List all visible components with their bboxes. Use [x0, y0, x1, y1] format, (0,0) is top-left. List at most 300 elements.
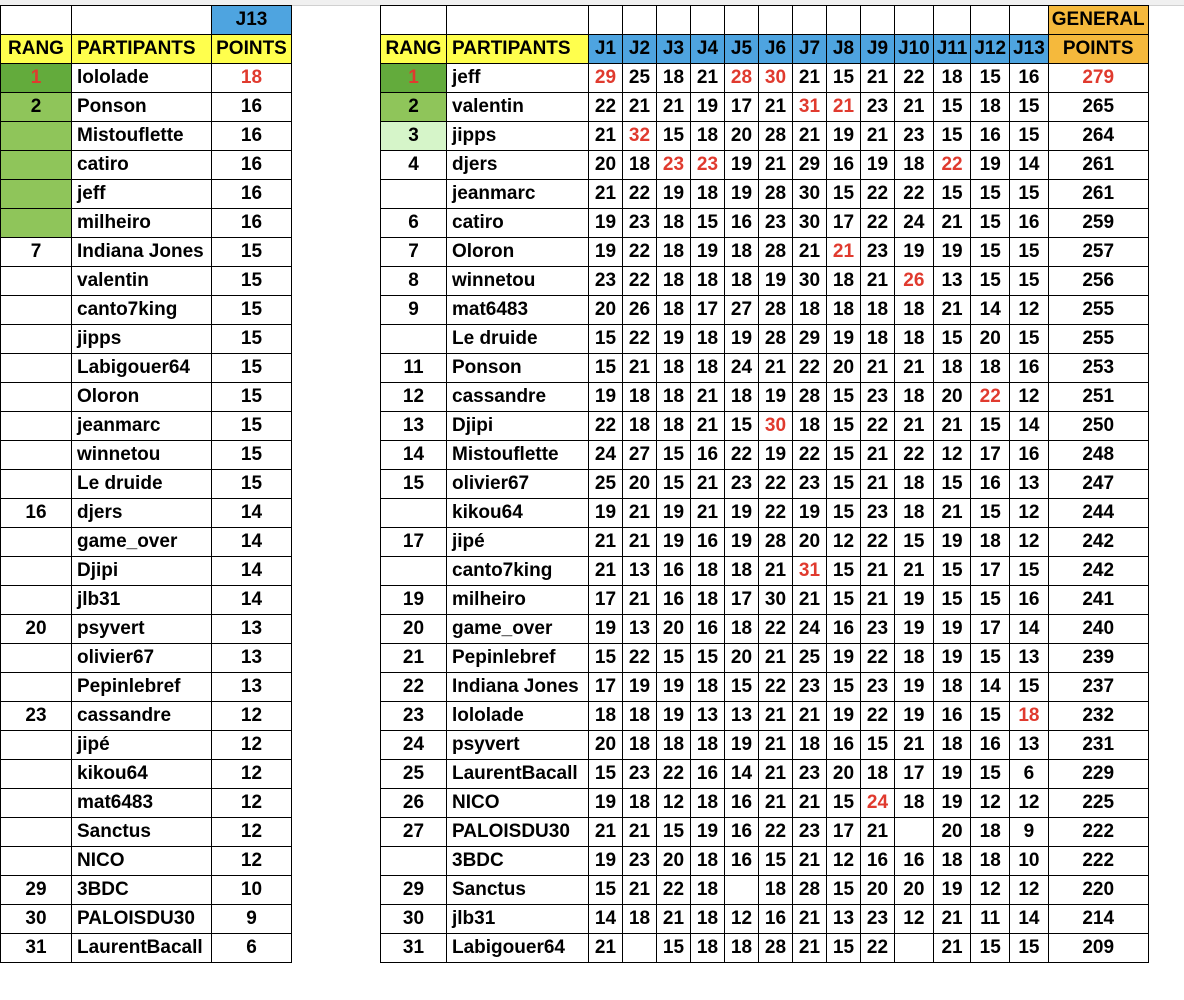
day-score-cell[interactable]: 28	[759, 238, 793, 267]
day-score-cell[interactable]: 15	[589, 644, 623, 673]
day-score-cell[interactable]: 6	[1010, 760, 1049, 789]
participant-cell[interactable]: valentin	[72, 267, 212, 296]
day-score-cell[interactable]: 24	[861, 789, 895, 818]
day-score-cell[interactable]: 16	[657, 586, 691, 615]
day-score-cell[interactable]: 15	[971, 64, 1010, 93]
day-score-cell[interactable]: 16	[827, 731, 861, 760]
total-points-cell[interactable]: 261	[1048, 180, 1148, 209]
day-score-cell[interactable]: 22	[759, 470, 793, 499]
day-score-cell[interactable]: 20	[623, 470, 657, 499]
day-score-cell[interactable]: 18	[793, 731, 827, 760]
day-score-cell[interactable]: 17	[725, 586, 759, 615]
day-score-cell[interactable]: 19	[589, 847, 623, 876]
day-score-cell[interactable]: 21	[589, 934, 623, 963]
day-score-cell[interactable]: 18	[971, 93, 1010, 122]
day-score-cell[interactable]: 15	[827, 441, 861, 470]
day-score-cell[interactable]: 22	[861, 528, 895, 557]
rank-cell[interactable]	[1, 383, 72, 412]
participant-cell[interactable]: PALOISDU30	[447, 818, 589, 847]
day-score-cell[interactable]	[895, 818, 934, 847]
rank-cell[interactable]	[1, 267, 72, 296]
day-score-cell[interactable]: 19	[759, 267, 793, 296]
rank-cell[interactable]	[1, 557, 72, 586]
day-score-cell[interactable]: 16	[759, 905, 793, 934]
day-score-cell[interactable]: 21	[589, 122, 623, 151]
total-points-cell[interactable]: 225	[1048, 789, 1148, 818]
day-score-cell[interactable]: 20	[725, 644, 759, 673]
total-points-cell[interactable]: 244	[1048, 499, 1148, 528]
points-cell[interactable]: 13	[212, 644, 292, 673]
blank-cell[interactable]	[623, 6, 657, 35]
day-score-cell[interactable]: 18	[895, 296, 934, 325]
day-score-cell[interactable]: 22	[657, 760, 691, 789]
day-score-cell[interactable]: 15	[725, 412, 759, 441]
day-score-cell[interactable]: 14	[725, 760, 759, 789]
day-score-cell[interactable]: 21	[861, 441, 895, 470]
rank-cell[interactable]: 29	[1, 876, 72, 905]
day-score-cell[interactable]: 21	[895, 557, 934, 586]
day-score-cell[interactable]: 19	[793, 499, 827, 528]
day-score-cell[interactable]: 16	[691, 441, 725, 470]
rank-cell[interactable]: 14	[381, 441, 447, 470]
day-score-cell[interactable]: 20	[861, 876, 895, 905]
rank-cell[interactable]	[1, 441, 72, 470]
rank-cell[interactable]	[1, 209, 72, 238]
day-score-cell[interactable]: 20	[933, 383, 971, 412]
day-score-cell[interactable]: 30	[759, 586, 793, 615]
day-score-cell[interactable]: 21	[861, 557, 895, 586]
points-cell[interactable]: 6	[212, 934, 292, 963]
day-header-j10[interactable]: J10	[895, 35, 934, 64]
rank-cell[interactable]	[1, 673, 72, 702]
day-score-cell[interactable]: 21	[793, 64, 827, 93]
day-score-cell[interactable]: 26	[895, 267, 934, 296]
general-title[interactable]: GENERAL	[1048, 6, 1148, 35]
day-score-cell[interactable]: 15	[1010, 238, 1049, 267]
day-score-cell[interactable]: 14	[1010, 151, 1049, 180]
day-score-cell[interactable]: 19	[827, 325, 861, 354]
day-score-cell[interactable]: 19	[725, 180, 759, 209]
total-points-cell[interactable]: 209	[1048, 934, 1148, 963]
day-score-cell[interactable]: 16	[1010, 354, 1049, 383]
day-score-cell[interactable]: 21	[657, 905, 691, 934]
rank-cell[interactable]: 27	[381, 818, 447, 847]
day-score-cell[interactable]: 15	[827, 499, 861, 528]
day-score-cell[interactable]: 18	[725, 238, 759, 267]
points-cell[interactable]: 9	[212, 905, 292, 934]
day-score-cell[interactable]: 17	[691, 296, 725, 325]
participant-cell[interactable]: Indiana Jones	[447, 673, 589, 702]
rank-cell[interactable]: 1	[1, 64, 72, 93]
day-score-cell[interactable]: 18	[691, 789, 725, 818]
day-score-cell[interactable]: 30	[793, 267, 827, 296]
day-score-cell[interactable]: 15	[933, 586, 971, 615]
day-score-cell[interactable]: 18	[691, 122, 725, 151]
day-score-cell[interactable]: 18	[691, 557, 725, 586]
day-score-cell[interactable]: 23	[861, 93, 895, 122]
blank-cell[interactable]	[657, 6, 691, 35]
day-score-cell[interactable]: 18	[623, 731, 657, 760]
rank-cell[interactable]	[1, 586, 72, 615]
day-score-cell[interactable]: 15	[725, 673, 759, 702]
day-score-cell[interactable]: 24	[895, 209, 934, 238]
points-cell[interactable]: 15	[212, 383, 292, 412]
day-score-cell[interactable]: 21	[589, 180, 623, 209]
day-score-cell[interactable]: 18	[971, 354, 1010, 383]
day-score-cell[interactable]: 18	[725, 557, 759, 586]
participant-cell[interactable]: djers	[72, 499, 212, 528]
day-score-cell[interactable]: 15	[933, 325, 971, 354]
rank-cell[interactable]	[381, 847, 447, 876]
day-score-cell[interactable]: 15	[657, 644, 691, 673]
points-cell[interactable]: 12	[212, 731, 292, 760]
rank-cell[interactable]: 26	[381, 789, 447, 818]
day-score-cell[interactable]: 19	[861, 151, 895, 180]
day-score-cell[interactable]: 20	[895, 876, 934, 905]
day-score-cell[interactable]: 23	[793, 470, 827, 499]
rank-cell[interactable]	[381, 499, 447, 528]
day-score-cell[interactable]: 21	[793, 238, 827, 267]
day-score-cell[interactable]: 22	[861, 934, 895, 963]
day-score-cell[interactable]: 30	[759, 412, 793, 441]
participant-cell[interactable]: Sanctus	[447, 876, 589, 905]
participant-cell[interactable]: Djipi	[447, 412, 589, 441]
rank-cell[interactable]	[1, 847, 72, 876]
day-score-cell[interactable]: 18	[725, 934, 759, 963]
day-score-cell[interactable]: 14	[1010, 412, 1049, 441]
points-cell[interactable]: 14	[212, 557, 292, 586]
participant-cell[interactable]: djers	[447, 151, 589, 180]
total-points-cell[interactable]: 247	[1048, 470, 1148, 499]
day-score-cell[interactable]: 29	[793, 325, 827, 354]
day-score-cell[interactable]: 21	[759, 354, 793, 383]
day-score-cell[interactable]: 16	[933, 702, 971, 731]
day-score-cell[interactable]: 15	[827, 789, 861, 818]
day-score-cell[interactable]: 30	[793, 209, 827, 238]
total-points-cell[interactable]: 231	[1048, 731, 1148, 760]
rank-cell[interactable]	[1, 818, 72, 847]
day-score-cell[interactable]: 16	[657, 557, 691, 586]
day-score-cell[interactable]: 21	[691, 499, 725, 528]
blank-cell[interactable]	[381, 6, 447, 35]
participant-cell[interactable]: jipé	[72, 731, 212, 760]
day-score-cell[interactable]: 15	[657, 441, 691, 470]
day-score-cell[interactable]: 15	[691, 644, 725, 673]
day-score-cell[interactable]: 18	[657, 383, 691, 412]
rank-cell[interactable]	[381, 180, 447, 209]
day-score-cell[interactable]: 21	[861, 354, 895, 383]
day-score-cell[interactable]: 17	[827, 209, 861, 238]
participant-cell[interactable]: jipps	[72, 325, 212, 354]
day-score-cell[interactable]: 18	[657, 238, 691, 267]
day-header-j13[interactable]: J13	[1010, 35, 1049, 64]
day-score-cell[interactable]: 20	[657, 847, 691, 876]
rank-cell[interactable]: 15	[381, 470, 447, 499]
points-cell[interactable]: 16	[212, 151, 292, 180]
day-score-cell[interactable]: 21	[623, 354, 657, 383]
day-score-cell[interactable]: 14	[971, 296, 1010, 325]
rank-cell[interactable]	[1, 412, 72, 441]
day-score-cell[interactable]: 18	[827, 267, 861, 296]
rank-cell[interactable]: 6	[381, 209, 447, 238]
points-cell[interactable]: 14	[212, 528, 292, 557]
points-cell[interactable]: 12	[212, 702, 292, 731]
day-score-cell[interactable]: 18	[861, 760, 895, 789]
day-score-cell[interactable]: 22	[623, 180, 657, 209]
day-score-cell[interactable]: 15	[971, 934, 1010, 963]
participant-cell[interactable]: winnetou	[447, 267, 589, 296]
day-score-cell[interactable]: 15	[827, 180, 861, 209]
day-score-cell[interactable]: 15	[1010, 93, 1049, 122]
rank-cell[interactable]: 31	[381, 934, 447, 963]
day-score-cell[interactable]: 19	[623, 673, 657, 702]
day-score-cell[interactable]: 18	[691, 847, 725, 876]
rank-cell[interactable]: 13	[381, 412, 447, 441]
day-score-cell[interactable]: 29	[589, 64, 623, 93]
day-score-cell[interactable]: 19	[827, 644, 861, 673]
total-points-cell[interactable]: 237	[1048, 673, 1148, 702]
day-score-cell[interactable]: 15	[1010, 673, 1049, 702]
day-header-j1[interactable]: J1	[589, 35, 623, 64]
day-score-cell[interactable]: 18	[895, 383, 934, 412]
day-score-cell[interactable]: 30	[759, 64, 793, 93]
day-score-cell[interactable]: 17	[589, 673, 623, 702]
day-score-cell[interactable]: 22	[759, 818, 793, 847]
day-score-cell[interactable]: 12	[895, 905, 934, 934]
day-score-cell[interactable]: 18	[691, 325, 725, 354]
participant-cell[interactable]: Mistouflette	[72, 122, 212, 151]
day-header-j3[interactable]: J3	[657, 35, 691, 64]
total-points-cell[interactable]: 232	[1048, 702, 1148, 731]
rank-cell[interactable]	[1, 760, 72, 789]
day-score-cell[interactable]: 19	[827, 122, 861, 151]
day-score-cell[interactable]: 19	[657, 325, 691, 354]
participant-cell[interactable]: game_over	[72, 528, 212, 557]
day-score-cell[interactable]: 23	[793, 760, 827, 789]
day-score-cell[interactable]: 15	[827, 412, 861, 441]
day-score-cell[interactable]: 30	[793, 180, 827, 209]
day-score-cell[interactable]: 21	[623, 586, 657, 615]
day-score-cell[interactable]: 21	[759, 760, 793, 789]
day-score-cell[interactable]: 21	[895, 412, 934, 441]
day-score-cell[interactable]: 21	[895, 354, 934, 383]
day-score-cell[interactable]: 19	[933, 644, 971, 673]
day-score-cell[interactable]: 28	[725, 64, 759, 93]
day-score-cell[interactable]: 22	[657, 876, 691, 905]
rank-cell[interactable]: 24	[381, 731, 447, 760]
rank-header[interactable]: RANG	[1, 35, 72, 64]
blank-cell[interactable]	[447, 6, 589, 35]
participant-cell[interactable]: jlb31	[72, 586, 212, 615]
day-score-cell[interactable]: 23	[895, 122, 934, 151]
participant-cell[interactable]: milheiro	[447, 586, 589, 615]
day-score-cell[interactable]: 19	[895, 238, 934, 267]
day-score-cell[interactable]: 21	[793, 789, 827, 818]
day-score-cell[interactable]: 19	[895, 702, 934, 731]
day-score-cell[interactable]: 13	[1010, 470, 1049, 499]
rank-cell[interactable]: 1	[381, 64, 447, 93]
day-score-cell[interactable]: 13	[623, 557, 657, 586]
day-score-cell[interactable]: 19	[657, 673, 691, 702]
participant-cell[interactable]: Djipi	[72, 557, 212, 586]
points-cell[interactable]: 16	[212, 209, 292, 238]
day-score-cell[interactable]: 19	[933, 615, 971, 644]
day-score-cell[interactable]: 12	[1010, 789, 1049, 818]
points-cell[interactable]: 10	[212, 876, 292, 905]
rank-cell[interactable]: 23	[381, 702, 447, 731]
rank-cell[interactable]: 8	[381, 267, 447, 296]
day-score-cell[interactable]: 17	[589, 586, 623, 615]
day-score-cell[interactable]: 18	[657, 209, 691, 238]
day-score-cell[interactable]: 12	[971, 876, 1010, 905]
participant-cell[interactable]: jeff	[72, 180, 212, 209]
blank-cell[interactable]	[861, 6, 895, 35]
total-points-cell[interactable]: 265	[1048, 93, 1148, 122]
points-cell[interactable]: 12	[212, 847, 292, 876]
day-score-cell[interactable]: 16	[1010, 209, 1049, 238]
participants-header[interactable]: PARTIPANTS	[72, 35, 212, 64]
day-score-cell[interactable]	[895, 934, 934, 963]
day-score-cell[interactable]: 19	[827, 702, 861, 731]
day-score-cell[interactable]: 25	[623, 64, 657, 93]
day-score-cell[interactable]: 25	[589, 470, 623, 499]
day-score-cell[interactable]: 21	[827, 93, 861, 122]
rank-cell[interactable]: 7	[381, 238, 447, 267]
day-score-cell[interactable]: 18	[725, 383, 759, 412]
day-score-cell[interactable]: 17	[895, 760, 934, 789]
day-score-cell[interactable]: 18	[691, 905, 725, 934]
points-cell[interactable]: 12	[212, 760, 292, 789]
participant-cell[interactable]: 3BDC	[447, 847, 589, 876]
day-score-cell[interactable]: 15	[1010, 557, 1049, 586]
day-score-cell[interactable]: 16	[861, 847, 895, 876]
day-score-cell[interactable]: 18	[623, 412, 657, 441]
day-score-cell[interactable]: 18	[759, 876, 793, 905]
day-header-j2[interactable]: J2	[623, 35, 657, 64]
points-cell[interactable]: 15	[212, 412, 292, 441]
day-score-cell[interactable]: 21	[933, 934, 971, 963]
day-score-cell[interactable]: 21	[933, 209, 971, 238]
day-score-cell[interactable]: 15	[657, 934, 691, 963]
day-score-cell[interactable]: 15	[657, 470, 691, 499]
day-score-cell[interactable]: 24	[793, 615, 827, 644]
participant-cell[interactable]: olivier67	[447, 470, 589, 499]
day-score-cell[interactable]: 21	[759, 702, 793, 731]
day-header-j9[interactable]: J9	[861, 35, 895, 64]
day-score-cell[interactable]: 12	[1010, 296, 1049, 325]
day-header-j5[interactable]: J5	[725, 35, 759, 64]
day-header-j11[interactable]: J11	[933, 35, 971, 64]
day-score-cell[interactable]: 13	[691, 702, 725, 731]
day-score-cell[interactable]: 21	[861, 122, 895, 151]
blank-cell[interactable]	[971, 6, 1010, 35]
total-points-cell[interactable]: 222	[1048, 818, 1148, 847]
day-score-cell[interactable]: 21	[759, 557, 793, 586]
day-score-cell[interactable]: 14	[1010, 615, 1049, 644]
participant-cell[interactable]: Le druide	[72, 470, 212, 499]
day-score-cell[interactable]: 18	[691, 731, 725, 760]
day-score-cell[interactable]: 21	[861, 586, 895, 615]
day-score-cell[interactable]: 15	[971, 180, 1010, 209]
day-score-cell[interactable]: 20	[589, 296, 623, 325]
day-score-cell[interactable]: 21	[589, 528, 623, 557]
rank-cell[interactable]: 16	[1, 499, 72, 528]
day-score-cell[interactable]: 15	[589, 325, 623, 354]
day-score-cell[interactable]: 19	[933, 876, 971, 905]
points-cell[interactable]: 15	[212, 296, 292, 325]
day-score-cell[interactable]: 16	[827, 615, 861, 644]
day-header-j8[interactable]: J8	[827, 35, 861, 64]
day-score-cell[interactable]: 22	[589, 93, 623, 122]
day-score-cell[interactable]: 19	[691, 238, 725, 267]
rank-cell[interactable]: 31	[1, 934, 72, 963]
day-score-cell[interactable]: 19	[589, 615, 623, 644]
participant-cell[interactable]: jeanmarc	[447, 180, 589, 209]
day-score-cell[interactable]: 18	[691, 586, 725, 615]
participant-cell[interactable]: Labigouer64	[447, 934, 589, 963]
day-score-cell[interactable]: 21	[759, 789, 793, 818]
blank-cell[interactable]	[1, 6, 72, 35]
day-score-cell[interactable]: 15	[827, 557, 861, 586]
day-score-cell[interactable]: 13	[1010, 731, 1049, 760]
day-score-cell[interactable]: 19	[933, 760, 971, 789]
day-score-cell[interactable]: 15	[971, 644, 1010, 673]
day-score-cell[interactable]: 15	[589, 354, 623, 383]
day-score-cell[interactable]: 21	[861, 267, 895, 296]
day-score-cell[interactable]: 18	[861, 296, 895, 325]
day-score-cell[interactable]: 21	[827, 238, 861, 267]
day-score-cell[interactable]: 21	[793, 702, 827, 731]
day-score-cell[interactable]: 22	[623, 238, 657, 267]
day-score-cell[interactable]: 19	[895, 673, 934, 702]
participant-cell[interactable]: jeanmarc	[72, 412, 212, 441]
day-score-cell[interactable]: 16	[1010, 64, 1049, 93]
total-points-cell[interactable]: 255	[1048, 296, 1148, 325]
day-score-cell[interactable]: 16	[971, 470, 1010, 499]
day-score-cell[interactable]: 15	[657, 818, 691, 847]
rank-cell[interactable]: 9	[381, 296, 447, 325]
day-score-cell[interactable]: 22	[623, 644, 657, 673]
day-score-cell[interactable]: 18	[971, 847, 1010, 876]
day-score-cell[interactable]: 15	[971, 209, 1010, 238]
day-score-cell[interactable]: 19	[725, 325, 759, 354]
day-score-cell[interactable]: 19	[589, 383, 623, 412]
day-score-cell[interactable]: 19	[657, 499, 691, 528]
day-score-cell[interactable]: 22	[793, 441, 827, 470]
total-points-cell[interactable]: 259	[1048, 209, 1148, 238]
j13-title[interactable]: J13	[212, 6, 292, 35]
day-score-cell[interactable]: 19	[657, 528, 691, 557]
day-score-cell[interactable]: 19	[691, 818, 725, 847]
day-score-cell[interactable]: 21	[793, 847, 827, 876]
day-score-cell[interactable]: 12	[1010, 528, 1049, 557]
day-score-cell[interactable]: 21	[691, 64, 725, 93]
day-score-cell[interactable]: 19	[725, 151, 759, 180]
day-score-cell[interactable]: 18	[623, 383, 657, 412]
points-header[interactable]: POINTS	[212, 35, 292, 64]
day-score-cell[interactable]: 22	[861, 644, 895, 673]
day-score-cell[interactable]: 21	[589, 818, 623, 847]
day-score-cell[interactable]: 18	[895, 789, 934, 818]
rank-cell[interactable]	[1, 296, 72, 325]
day-score-cell[interactable]: 18	[657, 64, 691, 93]
day-score-cell[interactable]: 21	[933, 412, 971, 441]
participants-header[interactable]: PARTIPANTS	[447, 35, 589, 64]
day-score-cell[interactable]: 15	[827, 673, 861, 702]
day-score-cell[interactable]: 15	[1010, 934, 1049, 963]
rank-cell[interactable]: 7	[1, 238, 72, 267]
blank-cell[interactable]	[759, 6, 793, 35]
